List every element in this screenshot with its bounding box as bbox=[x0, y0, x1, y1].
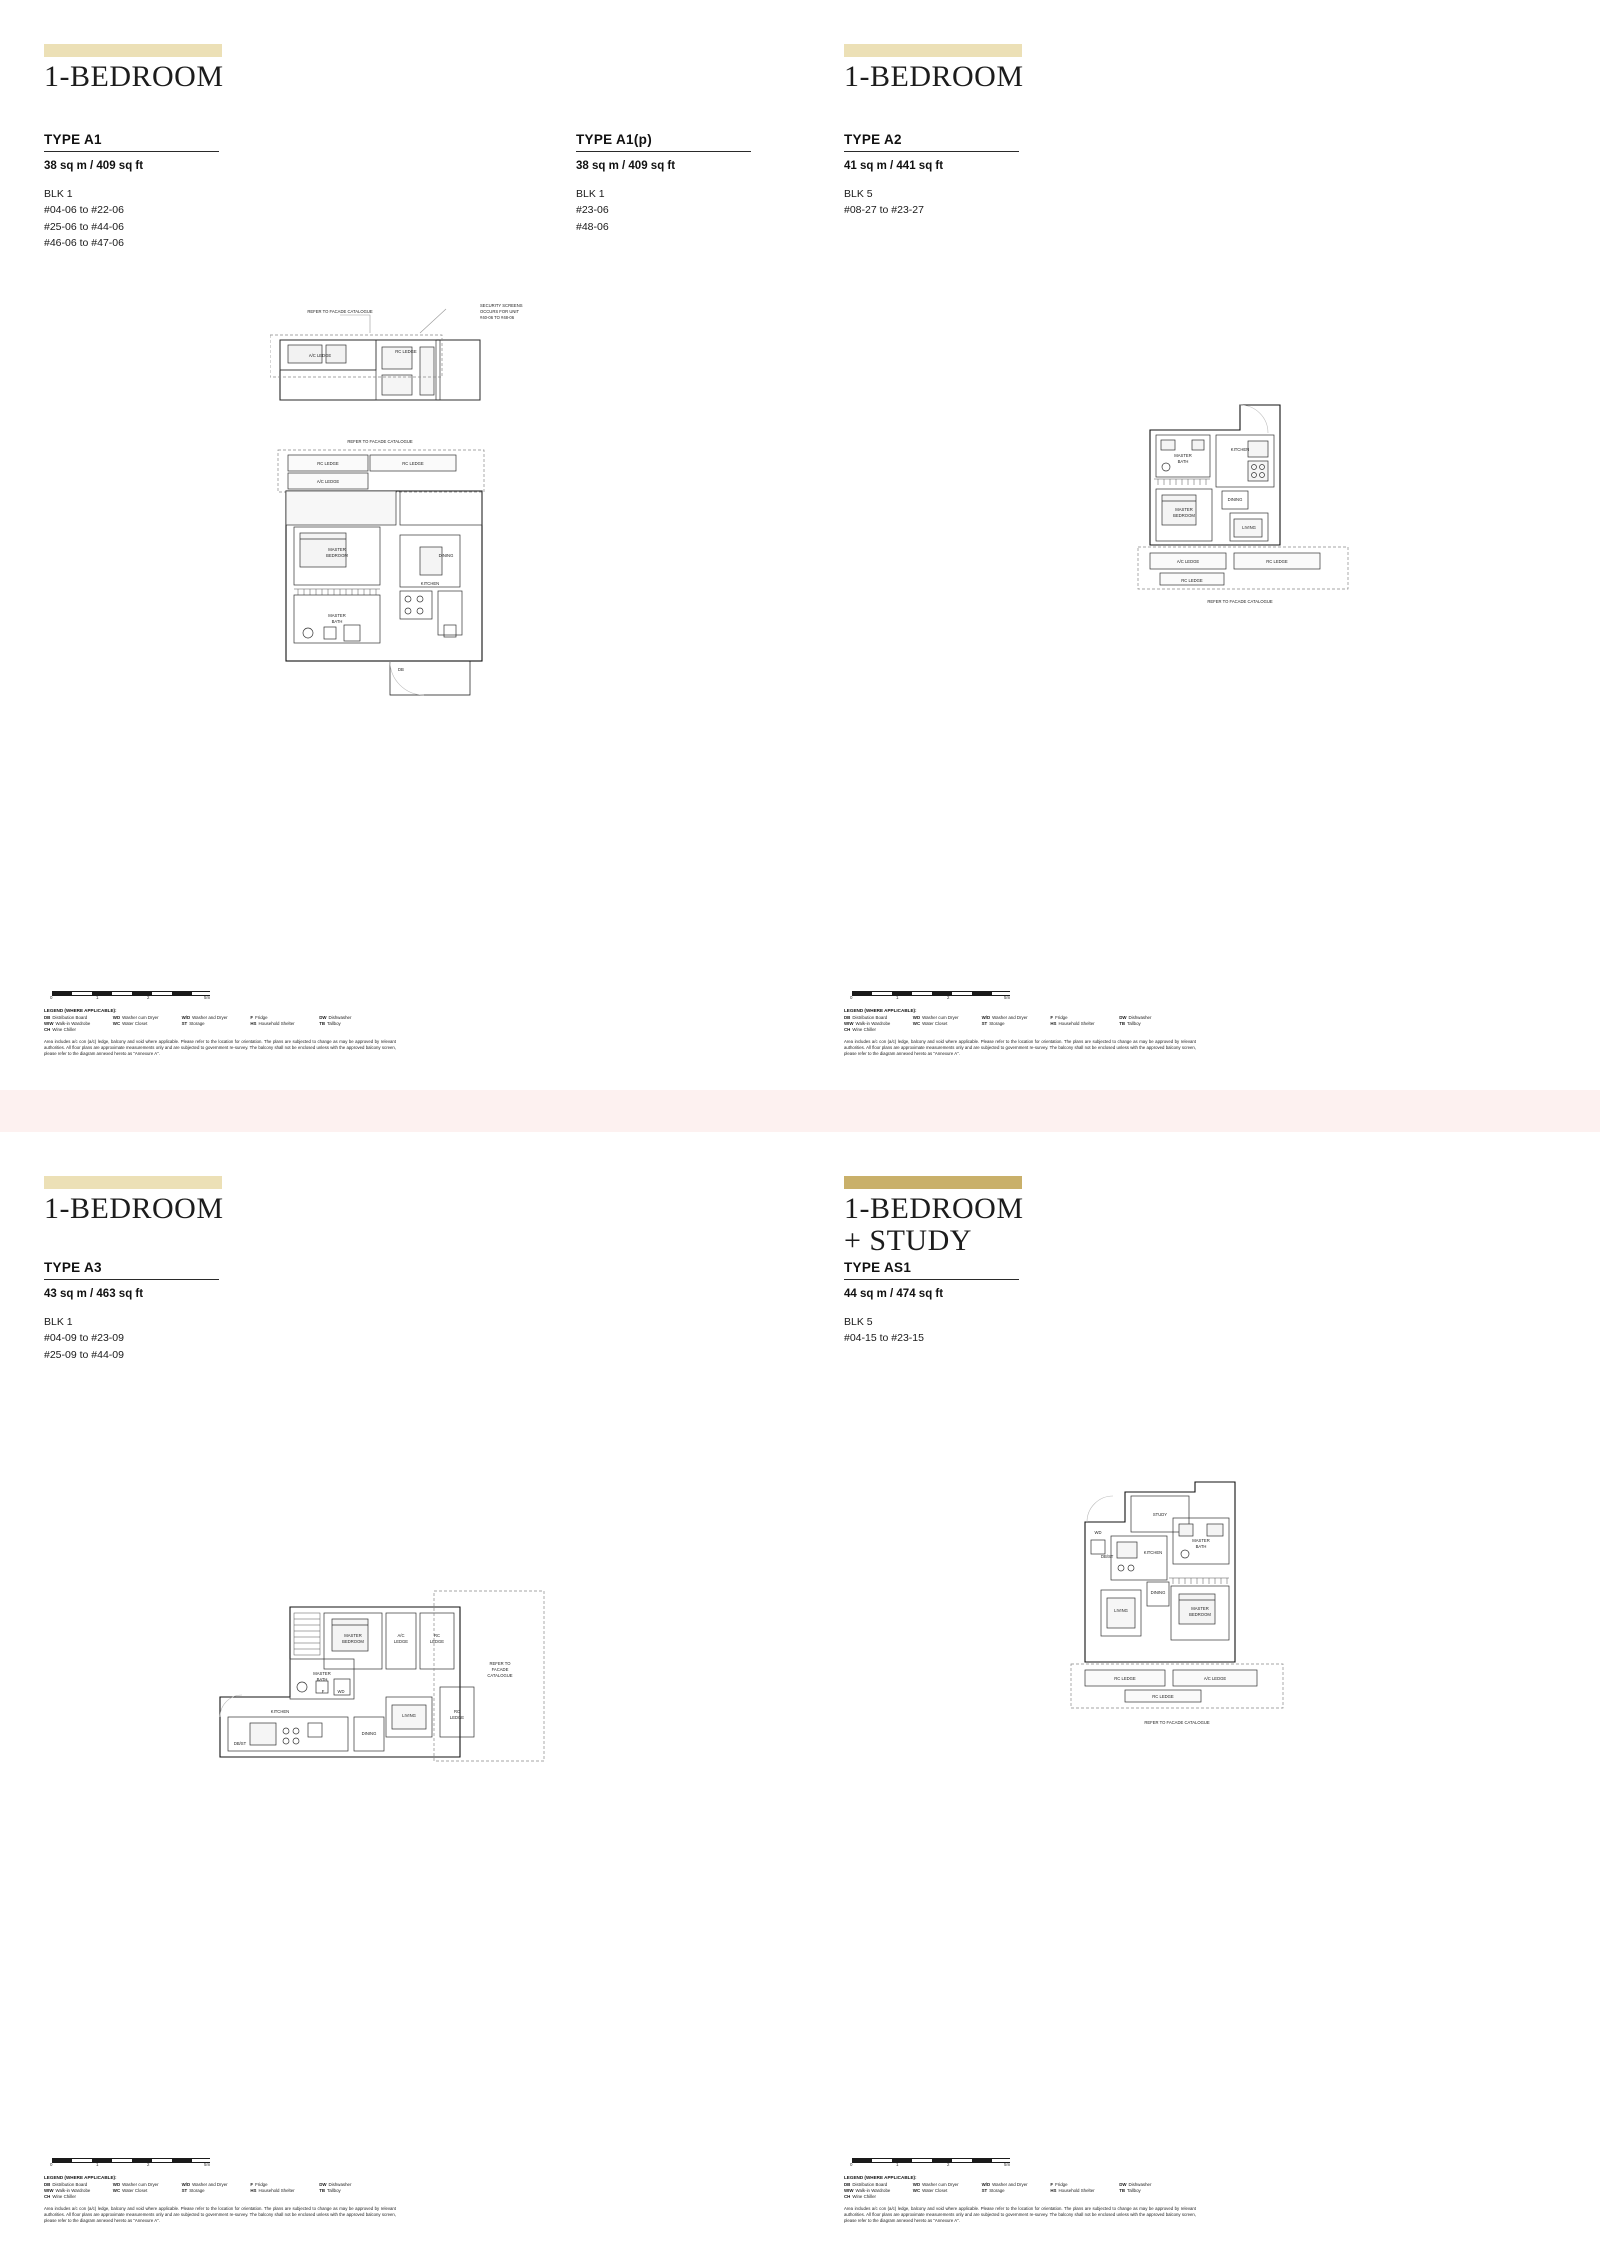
legend-abbr: DW bbox=[319, 2182, 327, 2187]
legend-item bbox=[182, 1015, 247, 1020]
legend-item bbox=[113, 2188, 178, 2193]
svg-text:RC LEDGE: RC LEDGE bbox=[1152, 1694, 1174, 1699]
scale-bar bbox=[44, 2152, 224, 2168]
scale-tick: 0 bbox=[850, 2162, 853, 2167]
type-area: 41 sq m / 441 sq ft bbox=[844, 160, 944, 172]
svg-text:LEDGE: LEDGE bbox=[429, 1639, 445, 1644]
legend-text: Dishwasher bbox=[1128, 2182, 1152, 2187]
scale-bar bbox=[844, 985, 1024, 1001]
legend-text: Walk-in Wardrobe bbox=[855, 2188, 891, 2193]
legend-text: Fridge bbox=[255, 2182, 268, 2187]
legend-abbr: HS bbox=[1050, 2188, 1057, 2193]
legend-item bbox=[1119, 2188, 1184, 2193]
svg-text:KITCHEN: KITCHEN bbox=[420, 581, 440, 586]
legend-abbr: DW bbox=[1119, 2182, 1127, 2187]
disclaimer-text: Area includes a/c con (a/c) ledge, balcony and void where applicable. Please refer to the location for orientation. The plans are subjected to change as may be approved by relevant authorities. All floor plans are approximate measurements only and are subjected to government re-survey. The balcony shall not be enclosed unless with the approved balcony screen, please refer to the diagram annexed hereto as "Annexure A". bbox=[44, 1039, 396, 1057]
svg-text:BEDROOM: BEDROOM bbox=[1189, 1612, 1211, 1617]
type-unit-line: #48-06 bbox=[576, 220, 609, 233]
svg-text:MASTER: MASTER bbox=[1191, 1606, 1209, 1611]
disclaimer-text: Area includes a/c con (a/c) ledge, balcony and void where applicable. Please refer to the location for orientation. The plans are subjected to change as may be approved by relevant authorities. All floor plans are approximate measurements only and are subjected to government re-survey. The balcony shall not be enclosed unless with the approved balcony screen, please refer to the diagram annexed hereto as "Annexure A". bbox=[844, 1039, 1196, 1057]
panel-type-a3 bbox=[0, 1132, 800, 2265]
svg-text:LEDGE: LEDGE bbox=[449, 1715, 465, 1720]
svg-text:BATH: BATH bbox=[316, 1677, 328, 1682]
legend-abbr: W/D bbox=[981, 2182, 991, 2187]
svg-text:KITCHEN: KITCHEN bbox=[1143, 1550, 1163, 1555]
legend-item bbox=[44, 1027, 109, 1032]
panel-type-a2 bbox=[800, 0, 1600, 1090]
svg-text:KITCHEN: KITCHEN bbox=[1230, 447, 1250, 452]
header-accent-bar bbox=[844, 1176, 1022, 1189]
legend-item bbox=[913, 1021, 978, 1026]
type-block-as1 bbox=[844, 1260, 1019, 1347]
legend-text: Water Closet bbox=[922, 1021, 948, 1026]
legend-item bbox=[982, 1015, 1047, 1020]
legend-abbr: W/D bbox=[181, 1015, 191, 1020]
type-name: TYPE A1 bbox=[44, 132, 219, 152]
legend-abbr: DB bbox=[44, 1015, 51, 1020]
svg-text:RC LEDGE: RC LEDGE bbox=[402, 461, 424, 466]
legend-abbr: WIW bbox=[44, 1021, 54, 1026]
legend-abbr: WD bbox=[912, 1015, 921, 1020]
legend-item bbox=[844, 2182, 909, 2187]
sheet-1 bbox=[0, 0, 1600, 1090]
legend-abbr: ST bbox=[981, 2188, 988, 2193]
svg-text:MASTER: MASTER bbox=[1174, 453, 1192, 458]
plan-footer bbox=[44, 985, 404, 1058]
type-unit-line: #23-06 bbox=[576, 204, 609, 217]
legend-item bbox=[319, 1021, 384, 1026]
type-block-number: BLK 5 bbox=[844, 188, 873, 200]
legend-abbr: WC bbox=[112, 2188, 121, 2193]
scale-tick: 2 bbox=[147, 2162, 150, 2167]
svg-text:MASTER: MASTER bbox=[328, 613, 346, 618]
header-accent-bar bbox=[44, 44, 222, 57]
legend-item bbox=[1119, 2182, 1184, 2187]
panel-type-a1 bbox=[0, 0, 800, 1090]
svg-text:A/C LEDGE: A/C LEDGE bbox=[1176, 559, 1200, 564]
svg-text:KITCHEN: KITCHEN bbox=[270, 1709, 290, 1714]
scale-tick: 2 bbox=[947, 995, 950, 1000]
svg-text:DINING: DINING bbox=[361, 1731, 377, 1736]
type-block-number: BLK 5 bbox=[844, 1316, 873, 1328]
legend-title: LEGEND (WHERE APPLICABLE): bbox=[44, 2175, 117, 2180]
type-unit-line: #46-06 to #47-06 bbox=[44, 236, 124, 249]
svg-text:DINING: DINING bbox=[1227, 497, 1243, 502]
legend-title: LEGEND (WHERE APPLICABLE): bbox=[844, 1008, 917, 1013]
legend-item bbox=[182, 1021, 247, 1026]
svg-text:BEDROOM: BEDROOM bbox=[342, 1639, 364, 1644]
legend-item bbox=[113, 1021, 178, 1026]
type-block-a1p bbox=[576, 132, 751, 235]
plan-footer bbox=[844, 985, 1204, 1058]
type-unit-line: #25-06 to #44-06 bbox=[44, 220, 124, 233]
legend-item bbox=[319, 2188, 384, 2193]
svg-text:DB/ST: DB/ST bbox=[1101, 1554, 1114, 1559]
svg-text:DB/ST: DB/ST bbox=[233, 1741, 247, 1746]
legend-text: Tallboy bbox=[327, 2188, 341, 2193]
svg-text:REFER TO FACADE CATALOGUE: REFER TO FACADE CATALOGUE bbox=[347, 439, 413, 444]
svg-text:RC LEDGE: RC LEDGE bbox=[1181, 578, 1203, 583]
svg-text:REFER TO: REFER TO bbox=[489, 1661, 511, 1666]
legend-abbr: WIW bbox=[844, 2188, 854, 2193]
floor-plan-a2 bbox=[1130, 395, 1390, 655]
type-block-a2 bbox=[844, 132, 1019, 219]
legend-abbr: HS bbox=[250, 1021, 257, 1026]
legend-abbr: WC bbox=[912, 2188, 921, 2193]
type-block-number: BLK 1 bbox=[44, 1316, 73, 1328]
legend-text: Household Shelter bbox=[258, 2188, 295, 2193]
legend-text: Washer and Dryer bbox=[192, 1015, 228, 1020]
svg-text:LEDGE: LEDGE bbox=[393, 1639, 409, 1644]
svg-text:WD: WD bbox=[1094, 1530, 1102, 1535]
legend-item bbox=[1119, 1015, 1184, 1020]
legend-text: Household Shelter bbox=[1058, 2188, 1095, 2193]
legend-text: Water Closet bbox=[122, 1021, 148, 1026]
type-area: 38 sq m / 409 sq ft bbox=[44, 160, 144, 172]
legend-text: Dishwasher bbox=[328, 2182, 352, 2187]
type-unit-line: #04-06 to #22-06 bbox=[44, 204, 124, 217]
legend-text: Washer and Dryer bbox=[992, 1015, 1028, 1020]
legend-text: Washer and Dryer bbox=[992, 2182, 1028, 2187]
legend-item bbox=[250, 1015, 315, 1020]
legend-text: Household Shelter bbox=[1058, 1021, 1095, 1026]
legend-abbr: WD bbox=[112, 1015, 121, 1020]
legend-item bbox=[1050, 2182, 1115, 2187]
legend-abbr: WC bbox=[112, 1021, 121, 1026]
legend-text: Washer cum Dryer bbox=[922, 2182, 959, 2187]
svg-text:MASTER: MASTER bbox=[1175, 507, 1193, 512]
svg-text:A/C LEDGE: A/C LEDGE bbox=[308, 353, 332, 358]
legend-item bbox=[44, 2194, 109, 2199]
legend-text: Washer cum Dryer bbox=[122, 2182, 159, 2187]
legend-text: Fridge bbox=[1055, 2182, 1068, 2187]
legend-abbr: CH bbox=[844, 1027, 851, 1032]
legend-text: Fridge bbox=[1055, 1015, 1068, 1020]
sheet-2 bbox=[0, 1132, 1600, 2265]
svg-text:RC LEDGE: RC LEDGE bbox=[1266, 559, 1288, 564]
type-name: TYPE AS1 bbox=[844, 1260, 1019, 1280]
svg-text:BATH: BATH bbox=[1177, 459, 1189, 464]
type-name: TYPE A2 bbox=[844, 132, 1019, 152]
legend-item bbox=[113, 1015, 178, 1020]
svg-text:REFER TO FACADE CATALOGUE: REFER TO FACADE CATALOGUE bbox=[1207, 599, 1273, 604]
legend-text: Wine Chiller bbox=[52, 1027, 77, 1032]
legend-abbr: WD bbox=[112, 2182, 121, 2187]
legend-text: Walk-in Wardrobe bbox=[855, 1021, 891, 1026]
type-name: TYPE A1(p) bbox=[576, 132, 751, 152]
legend-item bbox=[319, 2182, 384, 2187]
scale-tick: 1 bbox=[896, 995, 899, 1000]
legend-text: Walk-in Wardrobe bbox=[55, 1021, 91, 1026]
legend-grid bbox=[844, 2182, 1184, 2199]
legend-item bbox=[1050, 2188, 1115, 2193]
svg-text:RC LEDGE: RC LEDGE bbox=[1114, 1676, 1136, 1681]
legend-item bbox=[250, 2188, 315, 2193]
legend-item bbox=[182, 2182, 247, 2187]
svg-text:CATALOGUE: CATALOGUE bbox=[487, 1673, 513, 1678]
legend-abbr: WIW bbox=[44, 2188, 54, 2193]
svg-text:DB: DB bbox=[398, 667, 404, 672]
page-title-line2: + STUDY bbox=[844, 1224, 972, 1258]
panel-header bbox=[844, 1176, 1024, 1258]
legend-text: Tallboy bbox=[1127, 2188, 1141, 2193]
legend-abbr: W/D bbox=[981, 1015, 991, 1020]
header-accent-bar bbox=[844, 44, 1022, 57]
svg-text:BEDROOM: BEDROOM bbox=[326, 553, 348, 558]
svg-text:SECURITY SCREENS: SECURITY SCREENS bbox=[480, 303, 523, 308]
legend-abbr: F bbox=[1050, 2182, 1054, 2187]
panel-header bbox=[44, 44, 224, 93]
disclaimer-text: Area includes a/c con (a/c) ledge, balcony and void where applicable. Please refer to the location for orientation. The plans are subjected to change as may be approved by relevant authorities. All floor plans are approximate measurements only and are subjected to government re-survey. The balcony shall not be enclosed unless with the approved balcony screen, please refer to the diagram annexed hereto as "Annexure A". bbox=[844, 2206, 1196, 2224]
legend-item bbox=[913, 2182, 978, 2187]
panel-header bbox=[844, 44, 1024, 93]
legend-item bbox=[44, 2188, 109, 2193]
scale-tick: 2 bbox=[147, 995, 150, 1000]
scale-tick: 1 bbox=[896, 2162, 899, 2167]
svg-text:BATH: BATH bbox=[1195, 1544, 1207, 1549]
legend-text: Washer cum Dryer bbox=[922, 1015, 959, 1020]
svg-text:STUDY: STUDY bbox=[1152, 1512, 1168, 1517]
legend-title: LEGEND (WHERE APPLICABLE): bbox=[44, 1008, 117, 1013]
panel-type-as1 bbox=[800, 1132, 1600, 2265]
page-title: 1-BEDROOM bbox=[44, 60, 224, 93]
disclaimer-text: Area includes a/c con (a/c) ledge, balcony and void where applicable. Please refer to the location for orientation. The plans are subjected to change as may be approved by relevant authorities. All floor plans are approximate measurements only and are subjected to government re-survey. The balcony shall not be enclosed unless with the approved balcony screen, please refer to the diagram annexed hereto as "Annexure A". bbox=[44, 2206, 396, 2224]
legend-item bbox=[982, 2182, 1047, 2187]
svg-text:BATH: BATH bbox=[331, 619, 343, 624]
svg-text:LIVING: LIVING bbox=[1242, 525, 1256, 530]
legend-item bbox=[844, 2194, 909, 2199]
type-unit-line: #04-15 to #23-15 bbox=[844, 1332, 924, 1345]
legend-text: Wine Chiller bbox=[52, 2194, 77, 2199]
scale-tick: 5m bbox=[1004, 995, 1011, 1000]
legend-abbr: DB bbox=[844, 1015, 851, 1020]
legend-abbr: F bbox=[250, 1015, 254, 1020]
legend-text: Dishwasher bbox=[328, 1015, 352, 1020]
type-block-number: BLK 1 bbox=[44, 188, 73, 200]
legend-abbr: F bbox=[250, 2182, 254, 2187]
type-area: 44 sq m / 474 sq ft bbox=[844, 1288, 944, 1300]
svg-text:LIVING: LIVING bbox=[1114, 1608, 1128, 1613]
type-area: 38 sq m / 409 sq ft bbox=[576, 160, 676, 172]
floor-plan-a1 bbox=[270, 295, 630, 775]
legend-abbr: DB bbox=[44, 2182, 51, 2187]
legend-item bbox=[113, 2182, 178, 2187]
legend-item bbox=[1119, 1021, 1184, 1026]
svg-text:RC LEDGE: RC LEDGE bbox=[317, 461, 339, 466]
legend-text: Storage bbox=[989, 1021, 1005, 1026]
legend-abbr: TB bbox=[1119, 1021, 1126, 1026]
legend-text: Walk-in Wardrobe bbox=[55, 2188, 91, 2193]
page-title: 1-BEDROOM bbox=[844, 60, 1024, 93]
legend-item bbox=[1050, 1021, 1115, 1026]
scale-tick: 5m bbox=[1004, 2162, 1011, 2167]
plan-footer bbox=[844, 2152, 1204, 2225]
svg-text:A/C: A/C bbox=[397, 1633, 405, 1638]
page-title: 1-BEDROOM bbox=[44, 1192, 224, 1225]
legend-item bbox=[182, 2188, 247, 2193]
legend-abbr: HS bbox=[1050, 1021, 1057, 1026]
scale-bar bbox=[44, 985, 224, 1001]
legend-text: Fridge bbox=[255, 1015, 268, 1020]
svg-text:DINING: DINING bbox=[438, 553, 454, 558]
legend-item bbox=[250, 2182, 315, 2187]
legend-abbr: CH bbox=[44, 1027, 51, 1032]
legend-abbr: WD bbox=[912, 2182, 921, 2187]
legend-item bbox=[844, 1021, 909, 1026]
legend-item bbox=[1050, 1015, 1115, 1020]
legend-abbr: TB bbox=[1119, 2188, 1126, 2193]
scale-tick: 1 bbox=[96, 995, 99, 1000]
legend-text: Dishwasher bbox=[1128, 1015, 1152, 1020]
legend-item bbox=[982, 2188, 1047, 2193]
svg-text:A/C LEDGE: A/C LEDGE bbox=[316, 479, 340, 484]
legend-text: Water Closet bbox=[122, 2188, 148, 2193]
svg-text:MASTER: MASTER bbox=[344, 1633, 362, 1638]
legend-item bbox=[44, 2182, 109, 2187]
legend-item bbox=[250, 1021, 315, 1026]
legend-abbr: F bbox=[1050, 1015, 1054, 1020]
legend-text: Distribution Board bbox=[52, 2182, 88, 2187]
legend-abbr: TB bbox=[319, 1021, 326, 1026]
svg-text:REFER TO FACADE CATALOGUE: REFER TO FACADE CATALOGUE bbox=[1144, 1720, 1210, 1725]
scale-bar bbox=[844, 2152, 1024, 2168]
svg-text:OCCURS FOR UNIT: OCCURS FOR UNIT bbox=[480, 309, 520, 314]
plan-footer bbox=[44, 2152, 404, 2225]
legend-item bbox=[844, 1015, 909, 1020]
legend-abbr: DW bbox=[319, 1015, 327, 1020]
scale-tick: 0 bbox=[50, 995, 53, 1000]
legend-item bbox=[844, 1027, 909, 1032]
type-name: TYPE A3 bbox=[44, 1260, 219, 1280]
legend-item bbox=[44, 1021, 109, 1026]
type-block-a1 bbox=[44, 132, 219, 251]
legend-abbr: WC bbox=[912, 1021, 921, 1026]
legend-item bbox=[982, 1021, 1047, 1026]
legend-grid bbox=[44, 2182, 384, 2199]
svg-text:WD: WD bbox=[337, 1689, 345, 1694]
scale-tick: 2 bbox=[947, 2162, 950, 2167]
legend-grid bbox=[44, 1015, 384, 1032]
svg-text:FACADE: FACADE bbox=[491, 1667, 509, 1672]
svg-text:MASTER: MASTER bbox=[328, 547, 346, 552]
type-unit-line: #08-27 to #23-27 bbox=[844, 204, 924, 217]
svg-text:RC: RC bbox=[453, 1709, 461, 1714]
legend-text: Washer and Dryer bbox=[192, 2182, 228, 2187]
legend-abbr: ST bbox=[981, 1021, 988, 1026]
legend-abbr: W/D bbox=[181, 2182, 191, 2187]
panel-header bbox=[44, 1176, 224, 1225]
page-title bbox=[844, 1193, 1024, 1258]
legend-title: LEGEND (WHERE APPLICABLE): bbox=[844, 2175, 917, 2180]
scale-tick: 5m bbox=[204, 995, 211, 1000]
legend-abbr: HS bbox=[250, 2188, 257, 2193]
legend-grid bbox=[844, 1015, 1184, 1032]
sheet-divider bbox=[0, 1090, 1600, 1132]
legend-text: Distribution Board bbox=[52, 1015, 88, 1020]
type-block-a3 bbox=[44, 1260, 219, 1363]
page-title-line1: 1-BEDROOM bbox=[844, 1192, 1024, 1225]
svg-text:RC: RC bbox=[433, 1633, 441, 1638]
floor-plan-as1 bbox=[1065, 1462, 1355, 1752]
type-area: 43 sq m / 463 sq ft bbox=[44, 1288, 144, 1300]
floor-plan-a3-drawing bbox=[190, 1567, 610, 1797]
legend-item bbox=[44, 1015, 109, 1020]
legend-text: Tallboy bbox=[327, 1021, 341, 1026]
type-unit-line: #25-09 to #44-09 bbox=[44, 1348, 124, 1361]
legend-item bbox=[913, 2188, 978, 2193]
legend-text: Storage bbox=[989, 2188, 1005, 2193]
legend-text: Tallboy bbox=[1127, 1021, 1141, 1026]
type-block-number: BLK 1 bbox=[576, 188, 605, 200]
header-accent-bar bbox=[44, 1176, 222, 1189]
legend-abbr: ST bbox=[181, 1021, 188, 1026]
svg-text:LIVING: LIVING bbox=[402, 1713, 416, 1718]
legend-abbr: DW bbox=[1119, 1015, 1127, 1020]
scale-tick: 1 bbox=[96, 2162, 99, 2167]
legend-text: Wine Chiller bbox=[852, 2194, 877, 2199]
svg-text:F: F bbox=[321, 1689, 325, 1694]
svg-text:REFER TO FACADE CATALOGUE: REFER TO FACADE CATALOGUE bbox=[307, 309, 373, 314]
legend-item bbox=[319, 1015, 384, 1020]
legend-item bbox=[913, 1015, 978, 1020]
legend-abbr: WIW bbox=[844, 1021, 854, 1026]
svg-text:RC LEDGE: RC LEDGE bbox=[395, 349, 417, 354]
svg-text:BEDROOM: BEDROOM bbox=[1173, 513, 1195, 518]
legend-abbr: DB bbox=[844, 2182, 851, 2187]
scale-tick: 5m bbox=[204, 2162, 211, 2167]
scale-tick: 0 bbox=[50, 2162, 53, 2167]
svg-text:#40-06 TO #48-06: #40-06 TO #48-06 bbox=[480, 315, 515, 320]
svg-text:MASTER: MASTER bbox=[313, 1671, 331, 1676]
legend-text: Storage bbox=[189, 2188, 205, 2193]
legend-item bbox=[844, 2188, 909, 2193]
legend-text: Wine Chiller bbox=[852, 1027, 877, 1032]
svg-text:DINING: DINING bbox=[1150, 1590, 1166, 1595]
legend-text: Household Shelter bbox=[258, 1021, 295, 1026]
legend-abbr: TB bbox=[319, 2188, 326, 2193]
legend-text: Distribution Board bbox=[852, 1015, 888, 1020]
legend-abbr: ST bbox=[181, 2188, 188, 2193]
legend-abbr: CH bbox=[844, 2194, 851, 2199]
legend-abbr: CH bbox=[44, 2194, 51, 2199]
type-unit-line: #04-09 to #23-09 bbox=[44, 1332, 124, 1345]
svg-text:A/C LEDGE: A/C LEDGE bbox=[1203, 1676, 1227, 1681]
scale-tick: 0 bbox=[850, 995, 853, 1000]
legend-text: Water Closet bbox=[922, 2188, 948, 2193]
svg-text:MASTER: MASTER bbox=[1192, 1538, 1210, 1543]
legend-text: Washer cum Dryer bbox=[122, 1015, 159, 1020]
legend-text: Storage bbox=[189, 1021, 205, 1026]
legend-text: Distribution Board bbox=[852, 2182, 888, 2187]
